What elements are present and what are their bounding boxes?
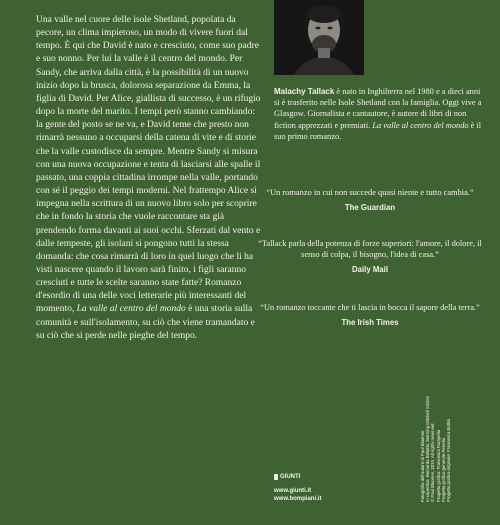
credit-line: Progetto grafico generale Petrella bbox=[440, 437, 446, 502]
quote-text: “Un romanzo in cui non succede quasi niente e tutto cambia.” bbox=[266, 188, 474, 197]
credits bbox=[420, 387, 451, 502]
author-bio-book-title: La valle al centro del mondo bbox=[372, 120, 469, 130]
synopsis bbox=[36, 14, 261, 343]
publisher-url: www.giunti.it bbox=[274, 488, 312, 494]
review-quote bbox=[255, 187, 485, 213]
author-name: Malachy Tallack bbox=[274, 87, 335, 96]
author-portrait-image bbox=[274, 0, 364, 75]
quote-source: The Irish Times bbox=[341, 318, 399, 327]
credit-line: Progetto grafico: Francesca Rampello bbox=[435, 429, 441, 502]
credit-line: In copertina: Bernardo Bellotto, Morning Mitchell Smiles bbox=[425, 396, 431, 502]
giunti-logo-icon bbox=[274, 474, 278, 480]
quote-source: The Guardian bbox=[344, 203, 396, 212]
quote-source: Daily Mail bbox=[352, 265, 388, 274]
credit-line: Progetto grafico originale: Francesca Battini bbox=[446, 418, 452, 502]
credit-line: Fotografia dell'autore di Paul Bloomer bbox=[420, 430, 425, 502]
synopsis-part1: Una valle nel cuore delle isole Shetland, popolata da pecore, un clima impietoso, un modo di vivere fuori dal tempo. È qui che David è nato e cresciuto, come suo padre e suo nonno. Per lui la valle è il centro del mondo. Per Sandy, che arriva dalla città, è la possibilità di un nuovo inizio dopo la brusca, dolorosa separazione da Emma, la figlia di David. Per Alice, giallista di successo, è un rifugio dopo la morte del marito. I tempi però stanno cambiando: la gente del posto se ne va, e David teme che presto non rimarrà nessuno a occuparsi della catena di vite e di storie che la valle custodisce da sempre. Mentre Sandy si misura con una nuova occupazione e tenta di lasciarsi alle spalle il passato, una coppia cittadina irrompe nella valle, portando con sé il peggio dei tempi moderni. Nel frattempo Alice si impegna nella scrittura di un nuovo libro solo per scoprire che in fondo la storia che vuole raccontare sta già prendendo forma davanti ai suoi occhi. Sferzati dal vento e dalle tempeste, gli isolani si pongono tutti la stessa domanda: che cosa rimarrà di loro in quel luogo che li ha visti nascere quando il lavoro sarà finito, i figli saranno cresciuti e tutte le scelte saranno state fatte? Romanzo d'esordio di una delle voci letterarie più interessanti del momento, bbox=[36, 15, 261, 315]
review-quote bbox=[255, 238, 485, 275]
publisher-logo bbox=[274, 473, 321, 481]
publisher-logo-text: GIUNTI bbox=[280, 474, 301, 480]
author-bio-part2: è il suo primo romanzo. bbox=[274, 120, 482, 141]
synopsis-part2: è una storia sulla comunità e sull'isolamento, su ciò che viene tramandato e su ciò che si perde nelle pieghe del tempo. bbox=[36, 304, 255, 341]
author-photo bbox=[274, 0, 364, 75]
synopsis-text bbox=[36, 14, 261, 343]
quote-text: “Un romanzo toccante che ti lascia in bocca il sapore della terra.” bbox=[260, 303, 480, 312]
publisher-block bbox=[274, 473, 321, 503]
review-quote bbox=[255, 302, 485, 328]
credit-line: © Paul Bloomer, 2019. All rights reserved bbox=[430, 423, 436, 502]
author-bio-part1: è nato in Inghilterra nel 1980 e a dieci anni si è trasferito nelle Isole Shetland con la famiglia. Oggi vive a Glasgow. Giornalista e cantautore, è autore di libri di non fiction apprezzati e premiati. bbox=[274, 87, 482, 130]
quote-text: “Tallack parla della potenza di forze superiori: l'amore, il dolore, il senso di colpa, il bisogno, l'idea di casa.” bbox=[258, 239, 482, 259]
publisher-url: www.bompiani.it bbox=[274, 496, 322, 502]
author-bio bbox=[274, 86, 484, 142]
synopsis-book-title: La valle al centro del mondo bbox=[76, 304, 186, 315]
